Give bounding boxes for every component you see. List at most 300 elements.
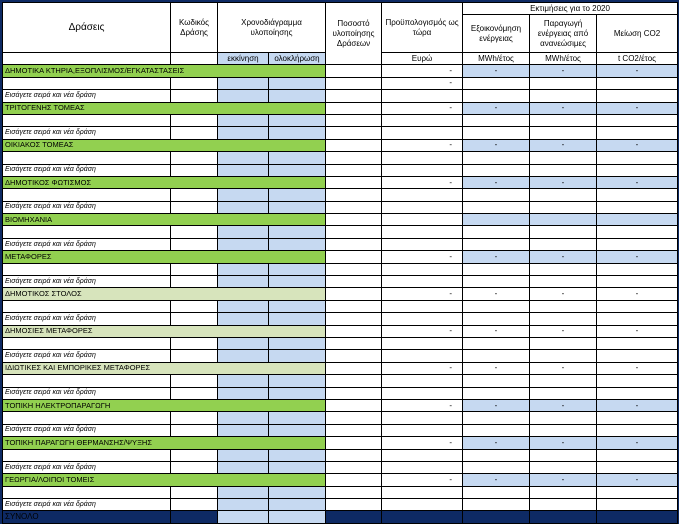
action-cell[interactable] (3, 114, 171, 126)
start-cell[interactable] (218, 499, 269, 511)
code-cell[interactable] (171, 387, 218, 399)
percent-cell[interactable] (326, 399, 382, 411)
estimate-cell[interactable] (530, 114, 597, 126)
data-cell[interactable] (597, 276, 678, 288)
percent-cell[interactable] (326, 176, 382, 188)
budget-cell[interactable]: - (382, 437, 463, 449)
action-cell[interactable] (3, 263, 171, 275)
percent-cell[interactable] (326, 486, 382, 498)
percent-cell[interactable] (326, 337, 382, 349)
end-cell[interactable] (269, 127, 326, 139)
data-cell[interactable] (382, 350, 463, 362)
estimate-cell[interactable] (530, 77, 597, 89)
data-cell[interactable] (326, 461, 382, 473)
data-cell[interactable] (326, 90, 382, 102)
end-cell[interactable] (269, 263, 326, 275)
budget-cell[interactable]: - (382, 77, 463, 89)
end-cell[interactable] (269, 461, 326, 473)
estimate-cell[interactable] (597, 114, 678, 126)
estimate-cell[interactable] (597, 337, 678, 349)
percent-cell[interactable] (326, 375, 382, 387)
budget-cell[interactable] (382, 412, 463, 424)
estimate-cell[interactable] (530, 189, 597, 201)
estimate-cell[interactable] (463, 412, 530, 424)
end-cell[interactable] (269, 276, 326, 288)
data-cell[interactable] (326, 238, 382, 250)
percent-cell[interactable] (326, 189, 382, 201)
percent-cell[interactable] (326, 412, 382, 424)
estimate-cell[interactable]: - (463, 102, 530, 114)
data-cell[interactable] (463, 238, 530, 250)
budget-cell[interactable] (382, 263, 463, 275)
total-row (3, 511, 678, 523)
action-row (3, 114, 678, 126)
budget-cell[interactable]: - (382, 325, 463, 337)
start-cell[interactable] (218, 276, 269, 288)
estimate-cell[interactable]: - (463, 362, 530, 374)
percent-cell[interactable] (326, 362, 382, 374)
estimate-cell[interactable]: - (463, 139, 530, 151)
estimate-cell[interactable]: - (530, 65, 597, 77)
data-cell[interactable] (463, 276, 530, 288)
data-cell[interactable] (326, 276, 382, 288)
data-cell[interactable] (382, 90, 463, 102)
end-cell[interactable] (269, 300, 326, 312)
category-label: ΤΟΠΙΚΗ ΗΛΕΚΤΡΟΠΑΡΑΓΩΓΗ (3, 399, 326, 411)
percent-cell[interactable] (326, 449, 382, 461)
estimate-cell[interactable] (597, 412, 678, 424)
data-cell[interactable] (463, 424, 530, 436)
end-cell[interactable] (269, 375, 326, 387)
estimate-cell[interactable]: - (597, 362, 678, 374)
end-cell[interactable] (269, 164, 326, 176)
budget-cell[interactable] (382, 375, 463, 387)
action-cell[interactable] (3, 226, 171, 238)
data-cell[interactable] (326, 350, 382, 362)
estimate-cell[interactable]: - (597, 102, 678, 114)
estimate-cell[interactable]: - (530, 362, 597, 374)
end-cell[interactable] (269, 337, 326, 349)
placeholder-row (3, 313, 678, 325)
percent-cell[interactable] (326, 251, 382, 263)
estimate-cell[interactable]: - (463, 176, 530, 188)
estimate-cell[interactable]: - (530, 474, 597, 486)
estimate-cell[interactable]: - (597, 325, 678, 337)
data-cell[interactable] (530, 499, 597, 511)
code-cell[interactable] (171, 77, 218, 89)
new-action-placeholder[interactable]: Εισάγετε σειρά και νέα δράση (3, 424, 171, 436)
code-cell[interactable] (171, 375, 218, 387)
data-cell[interactable] (597, 313, 678, 325)
end-cell[interactable] (269, 226, 326, 238)
code-cell[interactable] (171, 499, 218, 511)
start-cell[interactable] (218, 127, 269, 139)
action-cell[interactable] (3, 449, 171, 461)
estimate-cell[interactable] (530, 214, 597, 226)
estimate-cell[interactable] (597, 214, 678, 226)
data-cell[interactable] (530, 238, 597, 250)
estimate-cell[interactable]: - (597, 437, 678, 449)
code-cell[interactable] (171, 90, 218, 102)
category-row (3, 176, 678, 188)
budget-cell[interactable]: - (382, 251, 463, 263)
start-cell[interactable] (218, 337, 269, 349)
budget-cell[interactable]: - (382, 474, 463, 486)
estimate-cell[interactable]: - (530, 399, 597, 411)
category-row (3, 474, 678, 486)
data-cell[interactable] (382, 461, 463, 473)
estimate-cell[interactable]: - (597, 399, 678, 411)
budget-cell[interactable] (382, 486, 463, 498)
data-cell[interactable] (382, 276, 463, 288)
start-cell[interactable] (218, 114, 269, 126)
new-action-placeholder[interactable]: Εισάγετε σειρά και νέα δράση (3, 461, 171, 473)
data-cell[interactable] (326, 127, 382, 139)
code-cell[interactable] (171, 276, 218, 288)
code-cell[interactable] (171, 461, 218, 473)
end-cell[interactable] (269, 424, 326, 436)
data-cell[interactable] (326, 387, 382, 399)
budget-cell[interactable] (382, 114, 463, 126)
data-cell[interactable] (382, 387, 463, 399)
data-cell[interactable] (530, 164, 597, 176)
end-cell[interactable] (269, 238, 326, 250)
percent-cell[interactable] (326, 226, 382, 238)
data-cell[interactable] (463, 499, 530, 511)
action-row (3, 226, 678, 238)
start-cell[interactable] (218, 189, 269, 201)
code-cell[interactable] (171, 350, 218, 362)
estimate-cell[interactable] (463, 214, 530, 226)
code-cell[interactable] (171, 337, 218, 349)
estimate-cell[interactable]: - (597, 176, 678, 188)
start-cell[interactable] (218, 449, 269, 461)
estimate-cell[interactable] (463, 77, 530, 89)
data-cell[interactable] (382, 201, 463, 213)
code-cell[interactable] (171, 127, 218, 139)
code-cell[interactable] (171, 238, 218, 250)
estimate-cell[interactable] (597, 263, 678, 275)
estimate-cell[interactable] (530, 263, 597, 275)
data-cell[interactable] (326, 499, 382, 511)
start-cell[interactable] (218, 77, 269, 89)
code-cell[interactable] (171, 226, 218, 238)
start-cell[interactable] (218, 387, 269, 399)
category-label: ΜΕΤΑΦΟΡΕΣ (3, 251, 326, 263)
estimate-cell[interactable]: - (530, 325, 597, 337)
budget-cell[interactable]: - (382, 176, 463, 188)
data-cell[interactable] (463, 127, 530, 139)
estimate-cell[interactable]: - (463, 288, 530, 300)
estimate-cell[interactable]: - (530, 102, 597, 114)
action-cell[interactable] (3, 375, 171, 387)
estimate-cell[interactable]: - (597, 474, 678, 486)
action-cell[interactable] (3, 300, 171, 312)
estimate-cell[interactable] (530, 152, 597, 164)
data-cell[interactable] (382, 424, 463, 436)
category-row (3, 362, 678, 374)
end-cell[interactable] (269, 486, 326, 498)
end-cell[interactable] (269, 499, 326, 511)
data-cell[interactable] (597, 350, 678, 362)
data-cell[interactable] (463, 201, 530, 213)
estimate-cell[interactable] (530, 486, 597, 498)
data-cell[interactable] (597, 424, 678, 436)
estimate-cell[interactable] (463, 263, 530, 275)
action-row (3, 337, 678, 349)
start-cell[interactable] (218, 300, 269, 312)
code-cell[interactable] (171, 300, 218, 312)
estimate-cell[interactable] (463, 486, 530, 498)
data-cell[interactable] (597, 499, 678, 511)
data-cell[interactable] (326, 164, 382, 176)
estimate-cell[interactable] (597, 152, 678, 164)
estimate-cell[interactable]: - (530, 437, 597, 449)
estimate-cell[interactable]: - (463, 399, 530, 411)
end-cell[interactable] (269, 152, 326, 164)
new-action-placeholder[interactable]: Εισάγετε σειρά και νέα δράση (3, 499, 171, 511)
data-cell[interactable] (597, 461, 678, 473)
start-cell[interactable] (218, 375, 269, 387)
data-cell[interactable] (597, 201, 678, 213)
start-cell[interactable] (218, 313, 269, 325)
action-cell[interactable] (3, 77, 171, 89)
data-cell[interactable] (463, 164, 530, 176)
estimate-cell[interactable]: - (463, 65, 530, 77)
start-cell[interactable] (218, 412, 269, 424)
category-row (3, 139, 678, 151)
code-cell[interactable] (171, 412, 218, 424)
start-cell[interactable] (218, 350, 269, 362)
code-cell[interactable] (171, 486, 218, 498)
data-cell[interactable] (530, 387, 597, 399)
estimate-cell[interactable] (597, 375, 678, 387)
action-cell[interactable] (3, 189, 171, 201)
budget-cell[interactable]: - (382, 65, 463, 77)
code-cell[interactable] (171, 164, 218, 176)
start-cell[interactable] (218, 90, 269, 102)
budget-cell[interactable] (382, 214, 463, 226)
code-cell[interactable] (171, 152, 218, 164)
category-row (3, 102, 678, 114)
new-action-placeholder[interactable]: Εισάγετε σειρά και νέα δράση (3, 387, 171, 399)
estimate-cell[interactable]: - (597, 251, 678, 263)
estimate-cell[interactable] (597, 189, 678, 201)
end-cell[interactable] (269, 114, 326, 126)
start-cell[interactable] (218, 461, 269, 473)
end-cell[interactable] (269, 412, 326, 424)
estimate-cell[interactable] (597, 300, 678, 312)
code-cell[interactable] (171, 449, 218, 461)
estimate-cell[interactable] (530, 412, 597, 424)
data-cell[interactable] (463, 313, 530, 325)
percent-cell[interactable] (326, 152, 382, 164)
data-cell[interactable] (530, 276, 597, 288)
code-cell[interactable] (171, 201, 218, 213)
action-row (3, 263, 678, 275)
data-cell[interactable] (530, 424, 597, 436)
estimate-cell[interactable] (597, 449, 678, 461)
percent-cell[interactable] (326, 300, 382, 312)
end-cell[interactable] (269, 90, 326, 102)
category-label: ΔΗΜΟΣΙΕΣ ΜΕΤΑΦΟΡΕΣ (3, 325, 326, 337)
estimate-cell[interactable] (597, 77, 678, 89)
start-cell[interactable] (218, 164, 269, 176)
data-cell[interactable] (463, 90, 530, 102)
estimate-cell[interactable] (463, 152, 530, 164)
estimate-cell[interactable] (530, 337, 597, 349)
estimate-cell[interactable] (463, 337, 530, 349)
budget-cell[interactable]: - (382, 399, 463, 411)
new-action-placeholder[interactable]: Εισάγετε σειρά και νέα δράση (3, 350, 171, 362)
estimate-cell[interactable] (463, 449, 530, 461)
new-action-placeholder[interactable]: Εισάγετε σειρά και νέα δράση (3, 127, 171, 139)
action-row (3, 77, 678, 89)
percent-cell[interactable] (326, 474, 382, 486)
new-action-placeholder[interactable]: Εισάγετε σειρά και νέα δράση (3, 90, 171, 102)
data-cell[interactable] (597, 90, 678, 102)
estimate-cell[interactable] (530, 449, 597, 461)
estimate-cell[interactable]: - (463, 325, 530, 337)
total-cell (326, 511, 382, 523)
data-cell[interactable] (597, 127, 678, 139)
budget-cell[interactable]: - (382, 139, 463, 151)
percent-cell[interactable] (326, 325, 382, 337)
new-action-placeholder[interactable]: Εισάγετε σειρά και νέα δράση (3, 164, 171, 176)
data-cell[interactable] (463, 350, 530, 362)
estimate-cell[interactable] (463, 375, 530, 387)
estimate-cell[interactable] (530, 300, 597, 312)
data-cell[interactable] (382, 164, 463, 176)
percent-cell[interactable] (326, 102, 382, 114)
code-cell[interactable] (171, 313, 218, 325)
data-cell[interactable] (597, 238, 678, 250)
budget-cell[interactable] (382, 449, 463, 461)
budget-cell[interactable] (382, 337, 463, 349)
end-cell[interactable] (269, 77, 326, 89)
end-cell[interactable] (269, 313, 326, 325)
percent-cell[interactable] (326, 437, 382, 449)
total-cell (530, 511, 597, 523)
percent-cell[interactable] (326, 77, 382, 89)
new-action-placeholder[interactable]: Εισάγετε σειρά και νέα δράση (3, 313, 171, 325)
budget-cell[interactable]: - (382, 102, 463, 114)
action-cell[interactable] (3, 412, 171, 424)
estimate-cell[interactable]: - (597, 288, 678, 300)
data-cell[interactable] (463, 461, 530, 473)
data-cell[interactable] (326, 424, 382, 436)
start-cell[interactable] (218, 424, 269, 436)
percent-cell[interactable] (326, 65, 382, 77)
code-cell[interactable] (171, 189, 218, 201)
category-label: ΓΕΩΡΓΙΑ/ΛΟΙΠΟΙ ΤΟΜΕΙΣ (3, 474, 326, 486)
estimate-cell[interactable]: - (530, 288, 597, 300)
code-cell[interactable] (171, 424, 218, 436)
header-actions: Δράσεις (3, 3, 171, 53)
data-cell[interactable] (530, 90, 597, 102)
estimate-cell[interactable] (463, 114, 530, 126)
estimate-cell[interactable] (597, 226, 678, 238)
estimate-cell[interactable] (530, 226, 597, 238)
budget-cell[interactable]: - (382, 362, 463, 374)
estimate-cell[interactable]: - (463, 437, 530, 449)
budget-cell[interactable] (382, 226, 463, 238)
estimate-cell[interactable]: - (597, 139, 678, 151)
estimate-cell[interactable] (597, 486, 678, 498)
new-action-placeholder[interactable]: Εισάγετε σειρά και νέα δράση (3, 238, 171, 250)
end-cell[interactable] (269, 387, 326, 399)
start-cell[interactable] (218, 238, 269, 250)
estimate-cell[interactable]: - (463, 474, 530, 486)
budget-cell[interactable]: - (382, 288, 463, 300)
data-cell[interactable] (382, 238, 463, 250)
percent-cell[interactable] (326, 214, 382, 226)
estimate-cell[interactable]: - (530, 251, 597, 263)
header-estimates: Εκτιμήσεις για το 2020 (463, 3, 678, 15)
data-cell[interactable] (530, 350, 597, 362)
new-action-placeholder[interactable]: Εισάγετε σειρά και νέα δράση (3, 201, 171, 213)
placeholder-row (3, 90, 678, 102)
data-cell[interactable] (463, 387, 530, 399)
end-cell[interactable] (269, 189, 326, 201)
percent-cell[interactable] (326, 139, 382, 151)
start-cell[interactable] (218, 263, 269, 275)
end-cell[interactable] (269, 449, 326, 461)
action-cell[interactable] (3, 486, 171, 498)
budget-cell[interactable] (382, 189, 463, 201)
action-cell[interactable] (3, 337, 171, 349)
end-cell[interactable] (269, 201, 326, 213)
data-cell[interactable] (530, 461, 597, 473)
estimate-cell[interactable] (463, 300, 530, 312)
data-cell[interactable] (326, 313, 382, 325)
budget-cell[interactable] (382, 152, 463, 164)
code-cell[interactable] (171, 114, 218, 126)
start-cell[interactable] (218, 486, 269, 498)
data-cell[interactable] (382, 313, 463, 325)
header-end: ολοκλήρωση (269, 53, 326, 65)
action-cell[interactable] (3, 152, 171, 164)
data-cell[interactable] (382, 127, 463, 139)
code-cell[interactable] (171, 263, 218, 275)
budget-cell[interactable] (382, 300, 463, 312)
percent-cell[interactable] (326, 263, 382, 275)
data-cell[interactable] (597, 164, 678, 176)
estimate-cell[interactable]: - (463, 251, 530, 263)
start-cell[interactable] (218, 201, 269, 213)
estimate-cell[interactable] (530, 375, 597, 387)
start-cell[interactable] (218, 152, 269, 164)
start-cell[interactable] (218, 226, 269, 238)
header-renewables: Παραγωγή ενέργειας από ανανεώσιμες (530, 15, 597, 53)
data-cell[interactable] (530, 313, 597, 325)
new-action-placeholder[interactable]: Εισάγετε σειρά και νέα δράση (3, 276, 171, 288)
estimate-cell[interactable]: - (530, 139, 597, 151)
estimate-cell[interactable] (463, 226, 530, 238)
percent-cell[interactable] (326, 114, 382, 126)
data-cell[interactable] (382, 499, 463, 511)
data-cell[interactable] (326, 201, 382, 213)
data-cell[interactable] (597, 387, 678, 399)
data-cell[interactable] (530, 127, 597, 139)
data-cell[interactable] (530, 201, 597, 213)
estimate-cell[interactable] (463, 189, 530, 201)
estimate-cell[interactable]: - (530, 176, 597, 188)
percent-cell[interactable] (326, 288, 382, 300)
header-code: Κωδικός Δράσης (171, 3, 218, 53)
estimate-cell[interactable]: - (597, 65, 678, 77)
end-cell[interactable] (269, 350, 326, 362)
